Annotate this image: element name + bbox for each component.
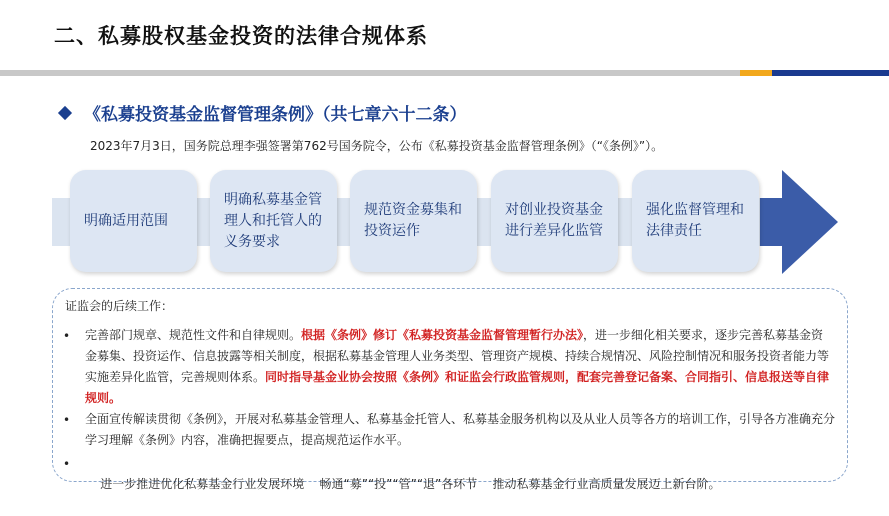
- bullet-icon: •: [63, 457, 71, 471]
- divider-navy-segment: [772, 70, 889, 76]
- flow-step-obligations: [210, 170, 337, 272]
- divider-gray-segment: [0, 70, 740, 76]
- flow-step-label: 强化监督管理和法律责任: [646, 202, 744, 239]
- item-text: 完善部门规章、规范性文件和自律规则。: [85, 328, 302, 342]
- arrow-right-icon: [760, 170, 838, 274]
- item-highlight: 同时指导基金业协会按照《条例》和证监会行政监管规则，配套完善登记备案、合同指引、信息报送等自律规则。: [85, 370, 830, 405]
- follow-up-item-3: [85, 453, 835, 516]
- flow-step-label: 对创业投资基金进行差异化监管: [505, 202, 603, 239]
- follow-up-item-1: [85, 325, 835, 409]
- flow-step-label: 规范资金募集和投资运作: [364, 202, 462, 239]
- flow-step-label: 明确私募基金管理人和托管人的义务要求: [224, 191, 322, 250]
- flow-step-label: 明确适用范围: [84, 212, 168, 229]
- follow-up-item-2: [85, 409, 835, 451]
- item-text: 进一步推进优化私募基金行业发展环境 畅通“募”“投”“管”“退”各环节 推动私募基金行业高质量发展迈上新台阶。: [100, 477, 721, 491]
- flow-step-supervision: [632, 170, 759, 272]
- follow-up-heading: 证监会的后续工作：: [65, 299, 174, 313]
- item-highlight: 根据《条例》修订《私募投资基金监督管理暂行办法》: [301, 328, 584, 342]
- item-text: 全面宣传解读贯彻《条例》，开展对私募基金管理人、私募基金托管人、私募基金服务机构以及从业人员等各方的培训工作，引导各方准确充分学习理解《条例》内容，准确把握要点，提高规范运作水平。: [85, 412, 836, 447]
- item-text: ，进一步细化相关要求，逐步完善私募基金资金募集、投资运作、信息披露等相关制度，根据私募基金管理人业务类型、管理资产规模、持续合规情况、风险控制情况和服务投资者能力等实施差异化监管，完善规则体系。: [85, 328, 830, 384]
- flow-step-scope: [70, 170, 197, 272]
- flow-step-venture: [491, 170, 618, 272]
- page-title: 二、私募股权基金投资的法律合规体系: [54, 24, 428, 48]
- diamond-icon: [58, 106, 72, 120]
- bullet-icon: •: [63, 413, 71, 427]
- divider-gold-segment: [740, 70, 772, 76]
- section-heading: [60, 100, 467, 125]
- intro-text: 2023年7月3日，国务院总理李强签署第762号国务院令，公布《私募投资基金监督管理条例》（“《条例》”）。: [90, 139, 664, 153]
- section-title-text: 《私募投资基金监督管理条例》（共七章六十二条）: [84, 105, 467, 125]
- flow-step-fundraising: [350, 170, 477, 272]
- title-divider: [0, 70, 889, 76]
- follow-up-panel: [52, 288, 848, 491]
- bullet-icon: •: [63, 329, 71, 343]
